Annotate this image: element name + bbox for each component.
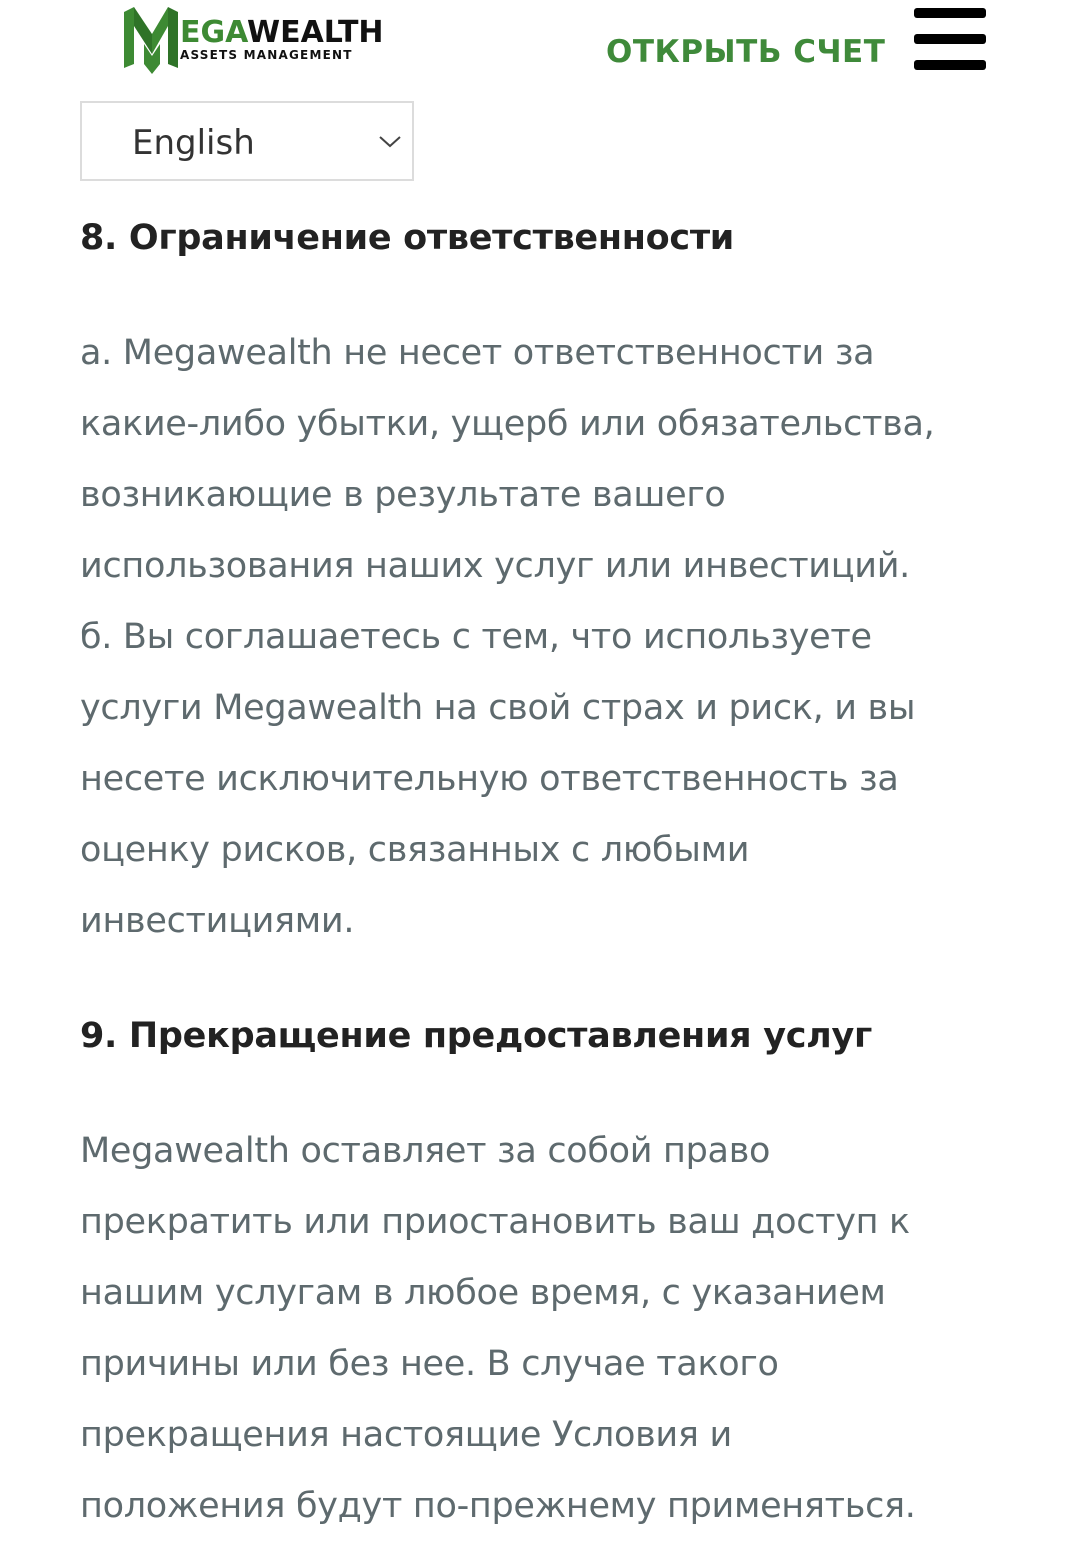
open-account-button[interactable]: ОТКРЫТЬ СЧЕТ — [606, 34, 886, 70]
section-8-line: услуги Megawealth на свой страх и риск, и вы — [80, 688, 916, 728]
section-9-line: положения будут по-прежнему применяться. — [80, 1486, 916, 1526]
logo-m-emblem-icon — [122, 4, 182, 76]
section-9-line: нашим услугам в любое время, с указанием — [80, 1273, 886, 1313]
section-8-line: оценку рисков, связанных с любыми — [80, 830, 750, 870]
section-8-title: 8. Ограничение ответственности — [80, 218, 735, 258]
section-9-title: 9. Прекращение предоставления услуг — [80, 1016, 873, 1056]
hamburger-menu-icon[interactable] — [914, 8, 986, 72]
section-8-line: инвестициями. — [80, 901, 355, 941]
section-9-line: причины или без нее. В случае такого — [80, 1344, 779, 1384]
section-8-line: несете исключительную ответственность за — [80, 759, 899, 799]
section-8-line: возникающие в результате вашего — [80, 475, 726, 515]
section-8-line: а. Megawealth не несет ответственности за — [80, 333, 875, 373]
section-8-line: какие-либо убытки, ущерб или обязательства, — [80, 404, 935, 444]
section-9-line: прекратить или приостановить ваш доступ к — [80, 1202, 910, 1242]
section-8-body — [80, 318, 1020, 957]
logo-wordmark: EGAWEALTH — [180, 15, 384, 50]
section-9-line: прекращения настоящие Условия и — [80, 1415, 732, 1455]
section-8-line: б. Вы соглашаетесь с тем, что используете — [80, 617, 872, 657]
logo-subtitle: ASSETS MANAGEMENT — [180, 48, 353, 62]
section-8-line: использования наших услуг или инвестиций. — [80, 546, 910, 586]
section-9-line: Megawealth оставляет за собой право — [80, 1131, 771, 1171]
site-header — [0, 0, 1080, 90]
chevron-down-icon — [378, 131, 402, 151]
section-9-body — [80, 1116, 1020, 1542]
language-select-value: English — [132, 123, 255, 163]
language-select[interactable] — [80, 101, 414, 181]
megawealth-logo[interactable] — [122, 4, 384, 76]
